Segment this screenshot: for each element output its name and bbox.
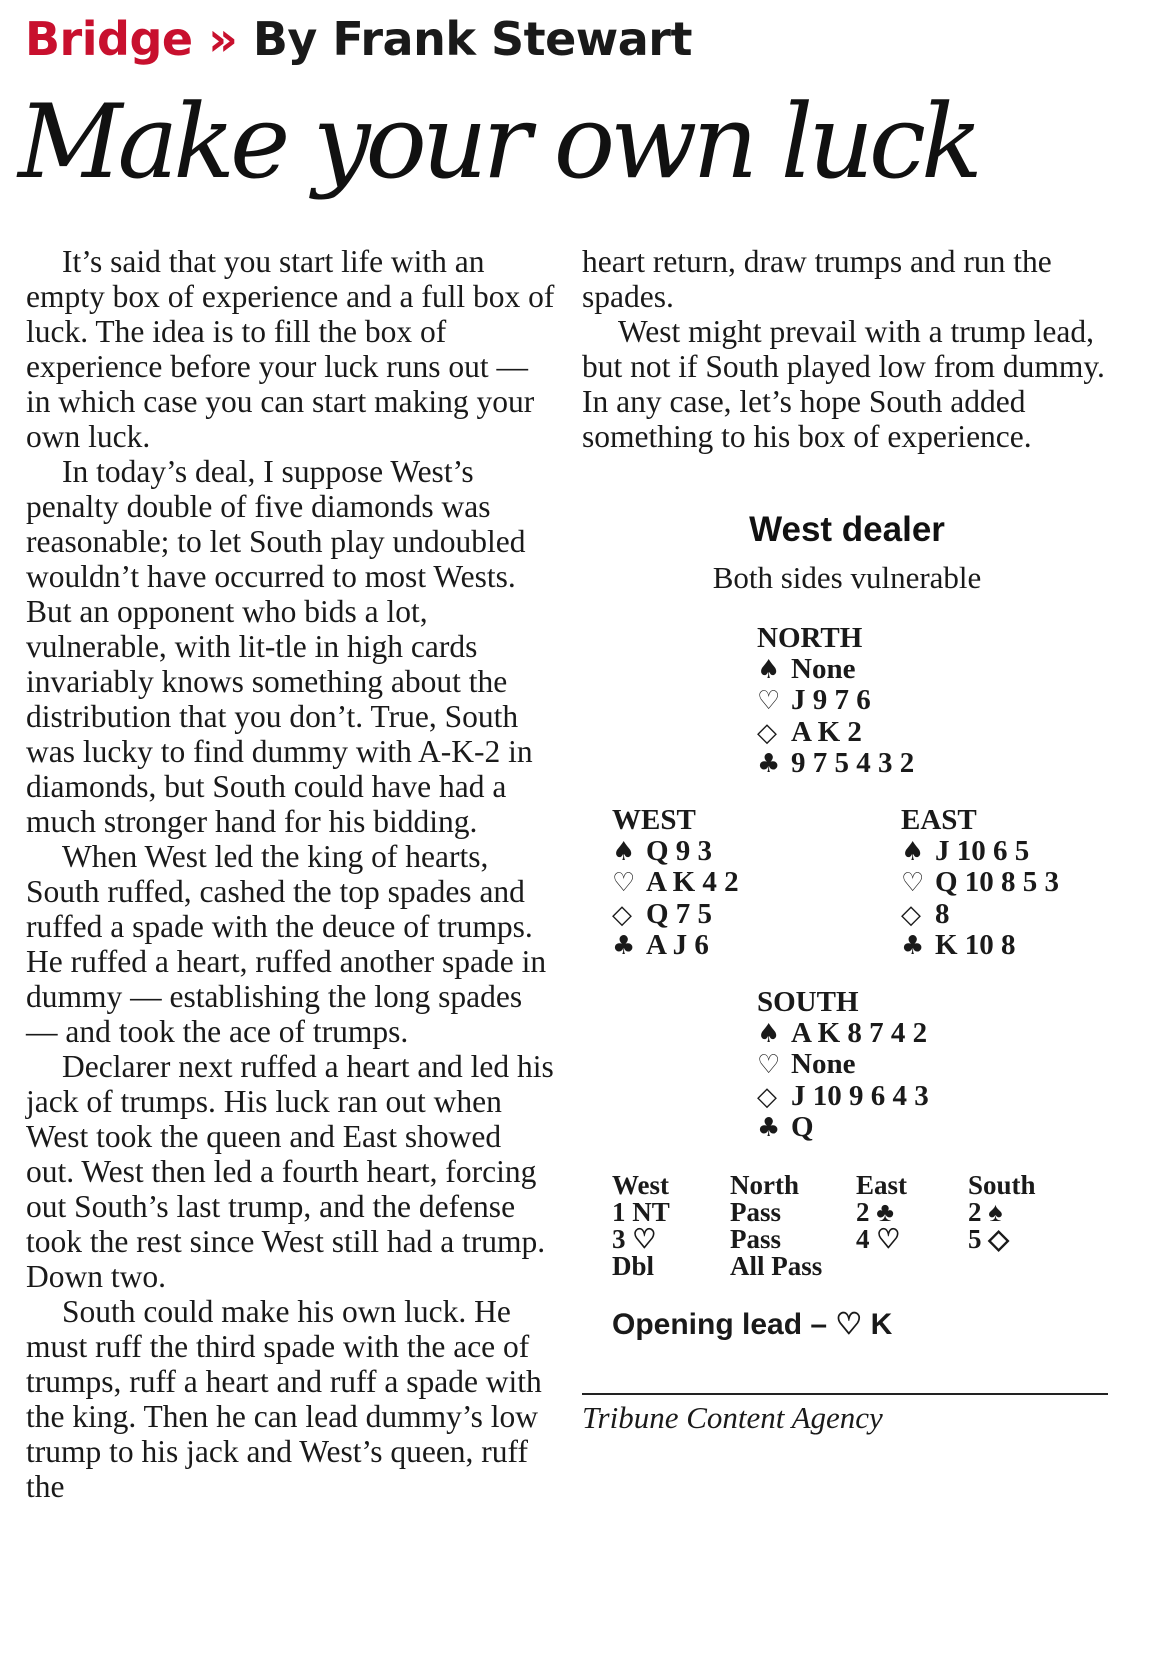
article-paragraph: In today’s deal, I suppose West’s penalty double of five diamonds was reasonable; to let South play undoubled wouldn’t have occurred to most Wests. But an opponent who bids a lot, vulnerable, with lit-tle in high cards invariably knows something about the distribution that you don’t. True, South was lucky to find dummy with A-K-2 in diamonds, but South could have had a much stronger hand for his bidding. [26,454,533,839]
auction-call: 2 ♣ [856,1197,894,1227]
clubs-holding: 9 7 5 4 3 2 [791,747,915,779]
auction-seat: North [730,1170,799,1200]
divider-rule [582,1393,1108,1395]
diamonds-row [757,1081,929,1113]
club-icon: ♣ [757,1113,781,1143]
auction-call: Pass [730,1224,782,1254]
west-hand [612,805,739,962]
spade-icon: ♠ [757,1018,781,1049]
diamonds-holding: J 10 9 6 4 3 [791,1079,929,1112]
spades-row [612,836,739,868]
section-label: Bridge [25,12,193,66]
south-hand [757,987,929,1144]
dealer-heading: West dealer [749,510,945,549]
hand-name: WEST [612,804,696,836]
clubs-row [612,930,739,962]
spades-holding: A K 8 7 4 2 [791,1016,928,1049]
article-paragraph: When West led the king of hearts, South ruffed, cashed the top spades and ruffed a spade with the deuce of trumps. He ruffed a heart, ruffed another spade in dummy — establishing the long spades — and took the ace of trumps. [26,839,547,1049]
auction-call: 2 ♠ [968,1197,1003,1227]
article-left-column [26,244,556,1504]
article-paragraph: South could make his own luck. He must ruff the third spade with the ace of trumps, ruff a heart and ruff a spade with the king. Then he can lead dummy’s low trump to his jack and West’s queen, ruff the [26,1294,542,1504]
north-hand [757,623,914,780]
clubs-row [757,1112,929,1144]
hearts-row [757,685,914,717]
auction-call: 3 ♡ [612,1224,657,1254]
spades-row [757,1018,929,1050]
spades-holding: J 10 6 5 [935,834,1030,867]
opening-lead: Opening lead – ♡ K [612,1308,893,1341]
column-header [25,12,692,82]
clubs-holding: K 10 8 [935,929,1016,961]
club-icon: ♣ [612,931,636,961]
hearts-row [901,867,1059,899]
hearts-holding: J 9 7 6 [791,684,871,716]
club-icon: ♣ [901,931,925,961]
heart-icon: ♡ [901,868,925,898]
spades-holding: None [791,652,856,685]
auction-column-west [612,1172,670,1280]
hand-name: NORTH [757,622,863,654]
auction-seat: East [856,1170,908,1200]
auction-call: 1 NT [612,1197,670,1227]
auction-column-east [856,1172,907,1253]
auction-seat: South [968,1170,1036,1200]
article-paragraph: It’s said that you start life with an empty box of experience and a full box of luck. The idea is to fill the box of experience before your luck runs out — in which case you can start making your own luck. [26,244,555,454]
hearts-holding: None [791,1048,856,1080]
spades-row [757,654,914,686]
hearts-row [612,867,739,899]
diamonds-row [901,899,1059,931]
article-continuation: heart return, draw trumps and run the spades. [582,244,1052,314]
agency-credit: Tribune Content Agency [582,1400,883,1435]
diamonds-holding: Q 7 5 [646,897,713,930]
spade-icon: ♠ [901,836,925,867]
vulnerability-label: Both sides vulnerable [712,560,982,595]
spades-row [901,836,1059,868]
section-separator: » [208,12,238,66]
diamonds-row [757,717,914,749]
clubs-row [901,930,1059,962]
hearts-row [757,1049,929,1081]
hand-name: EAST [901,804,977,836]
diamond-icon: ◇ [757,717,777,748]
heart-icon: ♡ [612,868,636,898]
diamond-icon: ◇ [757,1081,777,1112]
club-icon: ♣ [757,749,781,779]
headline: Make your own luck [18,83,978,202]
auction-call: Pass [730,1197,782,1227]
clubs-holding: A J 6 [646,929,709,961]
auction-seat: West [612,1170,669,1200]
clubs-holding: Q [791,1111,814,1143]
spade-icon: ♠ [612,836,636,867]
auction-column-south [968,1172,1036,1253]
hearts-holding: Q 10 8 5 3 [935,866,1060,898]
heart-icon: ♡ [757,1050,781,1080]
diamonds-holding: 8 [935,897,950,930]
article-paragraph: West might prevail with a trump lead, but not if South played low from dummy. In any case, let’s hope South added something to his box of experience. [582,314,1105,454]
article-paragraph: Declarer next ruffed a heart and led his jack of trumps. His luck ran out when West took the queen and East showed out. West then led a fourth heart, forcing out South’s last trump, and the defense took the rest since West still had a trump. Down two. [26,1049,554,1294]
auction-call: All Pass [730,1251,823,1281]
east-hand [901,805,1059,962]
byline: By Frank Stewart [252,12,692,66]
auction-call: 4 ♡ [856,1224,901,1254]
article-right-column [582,244,1112,454]
auction-call: Dbl [612,1251,655,1281]
diamonds-holding: A K 2 [791,715,862,748]
diamond-icon: ◇ [612,899,632,930]
diamonds-row [612,899,739,931]
auction-call: 5 ◇ [968,1224,1010,1254]
spade-icon: ♠ [757,654,781,685]
spades-holding: Q 9 3 [646,834,713,867]
clubs-row [757,748,914,780]
heart-icon: ♡ [757,686,781,716]
diamond-icon: ◇ [901,899,921,930]
auction-column-north [730,1172,822,1280]
hand-name: SOUTH [757,986,859,1018]
hearts-holding: A K 4 2 [646,866,739,898]
